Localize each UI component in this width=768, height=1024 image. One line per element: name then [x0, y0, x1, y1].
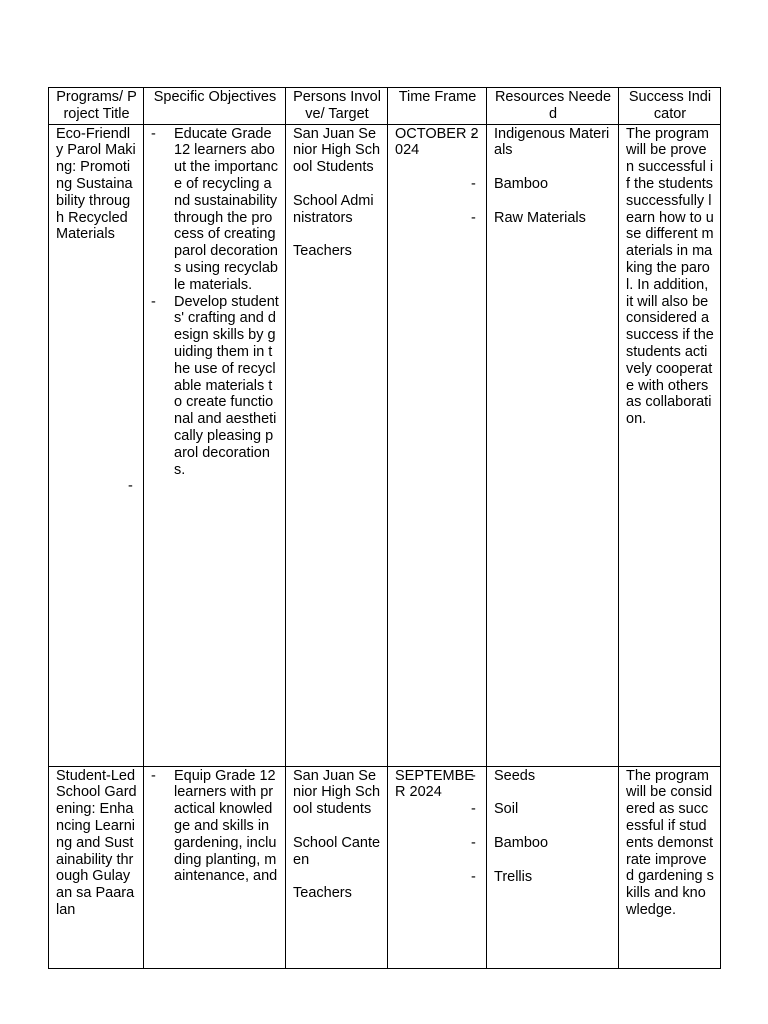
- resource-item: - Raw Materials: [494, 210, 612, 227]
- objectives-list: [151, 768, 279, 886]
- action-plan-table: [48, 87, 721, 969]
- table-header-row: [49, 88, 721, 125]
- resources-cell: [487, 124, 619, 766]
- objective-item: - Equip Grade 12 learners with practical knowledge and skills in gardening, including planting, maintenance, and: [174, 768, 279, 886]
- header-resources: Resources Needed: [487, 88, 619, 125]
- header-success-indicator: Success Indicator: [619, 88, 721, 125]
- project-title-cell: [49, 124, 144, 766]
- success-indicator-cell: [619, 766, 721, 968]
- table-row: [49, 124, 721, 766]
- objective-item: [151, 478, 279, 495]
- time-frame-cell: [388, 766, 487, 968]
- resource-item: - Indigenous Materials: [494, 126, 612, 160]
- project-title: Eco-Friendly Parol Making: Promoting Sustainability through Recycled Materials: [56, 125, 136, 243]
- objectives-list: [151, 126, 279, 496]
- persons-cell: [286, 766, 388, 968]
- person-item: Teachers: [293, 243, 352, 260]
- objectives-cell: [144, 124, 286, 766]
- persons-cell: [286, 124, 388, 766]
- success-indicator: The program will be considered as successful if students demonstrate improved gardening skills and knowledge.: [626, 767, 714, 918]
- table-row: [49, 766, 721, 968]
- person-item: San Juan Senior High School Students: [293, 125, 381, 176]
- resource-item: - Trellis: [494, 869, 612, 886]
- objectives-cell: [144, 766, 286, 968]
- time-frame: OCTOBER 2024: [395, 125, 479, 159]
- success-indicator: The program will be proven successful if the students successfully learn how to use different materials in making the parol. In addition, it will also be considered a success if the students actively cooperate with others as collaboration.: [626, 125, 714, 428]
- project-title: Student-Led School Gardening: Enhancing Learning and Sustainability through Gulayan sa Paaralan: [56, 767, 137, 918]
- objectives-clip: [151, 768, 279, 886]
- resources-list: [494, 126, 612, 227]
- person-item: San Juan Senior High School students: [293, 767, 381, 818]
- resource-item: - Bamboo: [494, 835, 612, 852]
- resource-item: - Bamboo: [494, 176, 612, 193]
- objective-item: - Develop students' crafting and design skills by guiding them in the use of recyclable materials to create functional and aesthetically pleasing parol decorations.: [174, 294, 279, 479]
- person-item: Teachers: [293, 885, 352, 902]
- header-specific-objectives: Specific Objectives: [144, 88, 286, 125]
- project-title-cell: [49, 766, 144, 968]
- header-persons: Persons Involve/ Target: [286, 88, 388, 125]
- resources-cell: [487, 766, 619, 968]
- person-item: School Canteen: [293, 834, 381, 868]
- resources-list: [494, 768, 612, 886]
- header-project-title: Programs/ Project Title: [49, 88, 144, 125]
- objective-item: - Educate Grade 12 learners about the importance of recycling and sustainability through the process of creating parol decorations using recyclable materials.: [174, 126, 279, 294]
- resource-item: - Soil: [494, 801, 612, 818]
- time-frame: SEPTEMBER 2024: [395, 767, 474, 801]
- header-time-frame: Time Frame: [388, 88, 487, 125]
- person-item: School Administrators: [293, 192, 374, 226]
- success-indicator-cell: [619, 124, 721, 766]
- resource-item: - Seeds: [494, 768, 612, 785]
